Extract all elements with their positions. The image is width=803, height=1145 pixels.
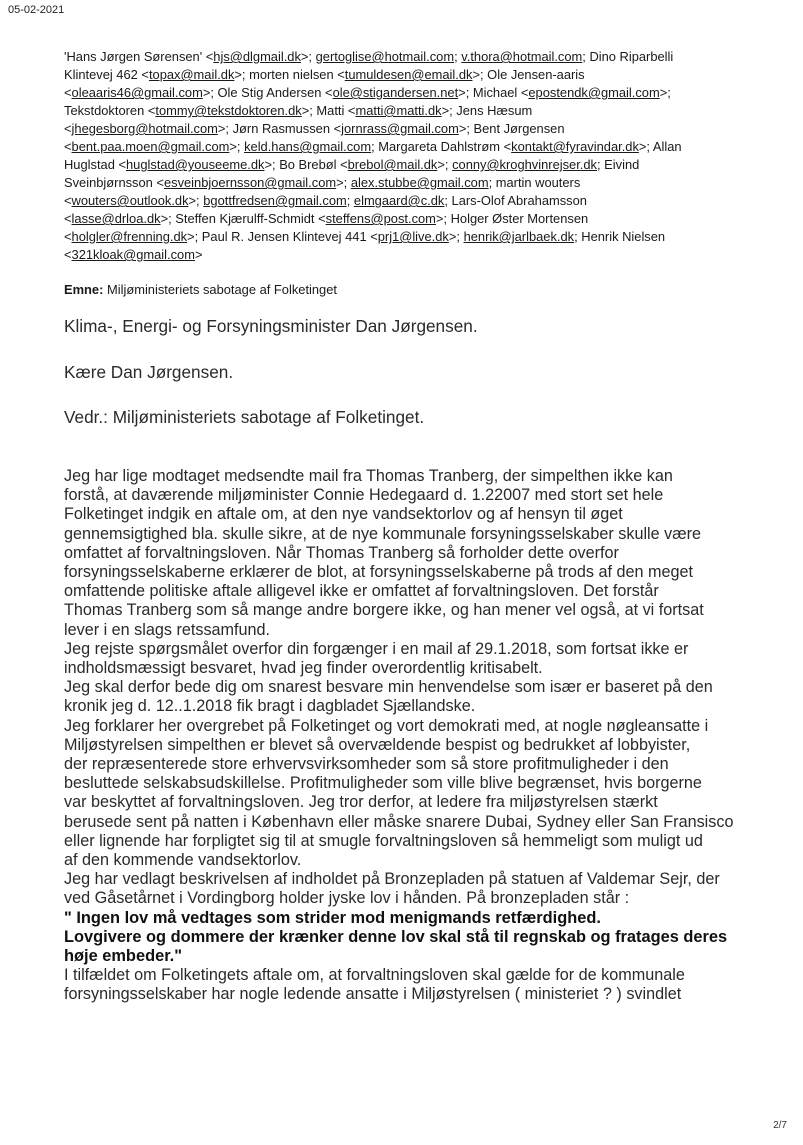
recipient-text: >; [659,85,671,100]
body-line: Jeg rejste spørgsmålet overfor din forgænger i en mail af 29.1.2018, som fortsat ikke er [64,639,689,658]
recipient-text: 'Hans Jørgen Sørensen' < [64,49,214,64]
email-link[interactable]: oleaaris46@gmail.com [71,85,203,100]
subject-line [64,282,337,297]
body-line: af den kommende vandsektorlov. [64,851,302,870]
recipient-text: < [64,247,72,262]
body-line: omfattende politiske aftale alligevel ikke er omfattet af forvaltningsloven. Det forstår [64,582,659,601]
email-link[interactable]: brebol@mail.dk [347,157,438,172]
email-link[interactable]: gertoglise@hotmail.com [315,49,455,64]
email-link[interactable]: v.thora@hotmail.com [461,49,583,64]
recipient-text: >; Jens Hæsum [441,103,533,118]
recipient-text: >; Holger Øster Mortensen [435,211,589,226]
recipient-text: >; [229,139,245,154]
recipient-text: < [64,121,72,136]
recipient-text: Tekstdoktoren < [64,103,156,118]
email-link[interactable]: elmgaard@c.dk [353,193,445,208]
recipient-text: Sveinbjørnsson < [64,175,164,190]
body-line: Folketinget indgik en aftale om, at den nye vandsektorlov og af hensyn til øget [64,505,623,524]
recipient-text: >; Ole Jensen-aaris [472,67,585,82]
body-line: I tilfældet om Folketingets aftale om, at forvaltningsloven skal gælde for de kommunale [64,966,685,985]
recipient-text: Huglstad < [64,157,126,172]
recipient-text: ; Eivind [597,157,640,172]
email-link[interactable]: matti@matti.dk [355,103,442,118]
body-line: Jeg forklarer her overgrebet på Folketinget og vort demokrati med, at nogle nøgleansatte i [64,716,709,735]
email-link[interactable]: henrik@jarlbaek.dk [463,229,575,244]
email-link[interactable]: conny@kroghvinrejser.dk [452,157,598,172]
recipient-line [64,84,776,102]
recipient-text: > [194,247,203,262]
recipient-line [64,156,776,174]
recipient-line [64,138,776,156]
body-line: omfattet af forvaltningsloven. Når Thomas Tranberg så forholder dette overfor [64,543,619,562]
body-line: eller lignende har forpligtet sig til at smugle forvaltningsloven så hemmeligt som muligt ud [64,831,703,850]
recipient-text: >; [300,49,316,64]
body-line: forsyningsselskaberne erklærer de blot, at forsyningsselskaberne på trods af den meget [64,563,693,582]
recipient-text: ; martin wouters [488,175,581,190]
recipient-line [64,102,776,120]
recipient-text: >; Bo Brebøl < [264,157,348,172]
body-line: der repræsenterede store erhvervsvirksomheder som så store profitmuligheder i den [64,755,669,774]
recipient-text: < [64,193,72,208]
email-link[interactable]: wouters@outlook.dk [71,193,189,208]
recipient-list [64,48,776,264]
recipient-text: >; morten nielsen < [234,67,345,82]
email-link[interactable]: hjs@dlgmail.dk [213,49,301,64]
email-link[interactable]: tommy@tekstdoktoren.dk [155,103,302,118]
recipient-text: < [64,139,72,154]
page-number: 2/7 [773,1120,787,1131]
email-link[interactable]: tumuldesen@email.dk [344,67,473,82]
recipient-text: >; [188,193,204,208]
recipient-text: >; Paul R. Jensen Klintevej 441 < [187,229,378,244]
recipient-text: >; Michael < [458,85,529,100]
recipient-text: Klintevej 462 < [64,67,149,82]
subject-label: Emne: [64,282,104,297]
body-line: Miljøstyrelsen simpelthen er blevet så overvældende bespist og bedrukket af lobbyister, [64,735,691,754]
body-line: Jeg har lige modtaget medsendte mail fra Thomas Tranberg, der simpelthen ikke kan [64,467,673,485]
email-link[interactable]: alex.stubbe@gmail.com [350,175,489,190]
body-line: forsyningsselskaber har nogle ledende ansatte i Miljøstyrelsen ( ministeriet ? ) svindlet [64,985,682,1004]
quote-line: høje embeder." [64,947,182,966]
quote-line: Lovgivere og dommere der krænker denne lov skal stå til regnskab og fratages deres [64,927,728,946]
regarding-line: Vedr.: Miljøministeriets sabotage af Folketinget. [64,407,425,427]
email-link[interactable]: prj1@live.dk [377,229,449,244]
body-line: lever i en slags retssamfund. [64,620,271,639]
recipient-text: >; Steffen Kjærulff-Schmidt < [160,211,326,226]
email-link[interactable]: huglstad@youseeme.dk [126,157,265,172]
recipient-text: >; [437,157,453,172]
recipient-text: ; Margareta Dahlstrøm < [371,139,512,154]
recipient-text: ; [346,193,354,208]
email-link[interactable]: topax@mail.dk [148,67,235,82]
recipient-text: < [64,229,72,244]
recipient-text: < [64,211,72,226]
email-link[interactable]: bgottfredsen@gmail.com [203,193,347,208]
quote-line: " Ingen lov må vedtages som strider mod menigmands retfærdighed. [64,908,601,927]
recipient-text: >; Bent Jørgensen [458,121,565,136]
recipient-text: >; Ole Stig Andersen < [202,85,333,100]
recipient-line [64,174,776,192]
body-line: ved Gåsetårnet i Vordingborg holder jyske lov i hånden. På bronzepladen står : [64,889,630,908]
body-line: Jeg skal derfor bede dig om snarest besvare min henvendelse som især er baseret på den [64,678,713,697]
email-link[interactable]: 321kloak@gmail.com [71,247,195,262]
recipient-text: >; Allan [638,139,682,154]
email-link[interactable]: esveinbjoernsson@gmail.com [163,175,337,190]
letter-body [64,467,784,1005]
recipient-line [64,192,776,210]
body-line: Thomas Tranberg som så mange andre borgere ikke, og han mener vel også, at vi fortsat [64,601,704,620]
recipient-line [64,48,776,66]
email-link[interactable]: steffens@post.com [325,211,436,226]
print-date: 05-02-2021 [8,4,65,16]
body-line: kronik jeg d. 12..1.2018 fik bragt i dagbladet Sjællandske. [64,697,476,716]
email-link[interactable]: bent.paa.moen@gmail.com [71,139,230,154]
email-link[interactable]: jornrass@gmail.com [341,121,459,136]
recipient-text: ; Henrik Nielsen [574,229,666,244]
email-link[interactable]: ole@stigandersen.net [332,85,459,100]
recipient-text: ; Dino Riparbelli [582,49,674,64]
recipient-line [64,210,776,228]
recipient-line [64,246,776,264]
email-link[interactable]: epostendk@gmail.com [528,85,660,100]
body-line: gennemsigtighed bla. skulle sikre, at de nye kommunale forsyningsselskaber skulle være [64,524,702,543]
addressee-line: Klima-, Energi- og Forsyningsminister Dan Jørgensen. [64,316,478,336]
recipient-text: < [64,85,72,100]
recipient-text: ; [454,49,462,64]
recipient-line [64,66,776,84]
recipient-text: ; Lars-Olof Abrahamsson [444,193,587,208]
greeting-line: Kære Dan Jørgensen. [64,362,234,382]
recipient-text: >; [448,229,464,244]
email-link[interactable]: lasse@drloa.dk [71,211,161,226]
body-line: Jeg har vedlagt beskrivelsen af indholdet på Bronzepladen på statuen af Valdemar Sejr, der [64,870,720,889]
recipient-text: >; Jørn Rasmussen < [217,121,342,136]
body-line: forstå, at daværende miljøminister Connie Hedegaard d. 1.22007 med stort set hele [64,486,664,505]
body-line: var beskyttet af forvaltningsloven. Jeg tror derfor, at ledere fra miljøstyrelsen stærkt [64,793,658,812]
recipient-text: >; Matti < [301,103,356,118]
subject-text: Miljøministeriets sabotage af Folketinget [107,282,337,297]
email-link[interactable]: jhegesborg@hotmail.com [71,121,218,136]
recipient-text: >; [336,175,351,190]
email-link[interactable]: holgler@frenning.dk [71,229,188,244]
body-line: berusede sent på natten i København eller måske snarere Dubai, Sydney eller San Fransisco [64,812,734,831]
body-line: besluttede selskabsudskillelse. Profitmuligheder som ville blive begrænset, hvis borgerne [64,774,702,793]
recipient-line [64,228,776,246]
email-link[interactable]: keld.hans@gmail.com [244,139,372,154]
email-link[interactable]: kontakt@fyravindar.dk [511,139,639,154]
body-line: indholdsmæssigt besvaret, hvad jeg finder overordentlig kritisabelt. [64,659,543,678]
recipient-line [64,120,776,138]
